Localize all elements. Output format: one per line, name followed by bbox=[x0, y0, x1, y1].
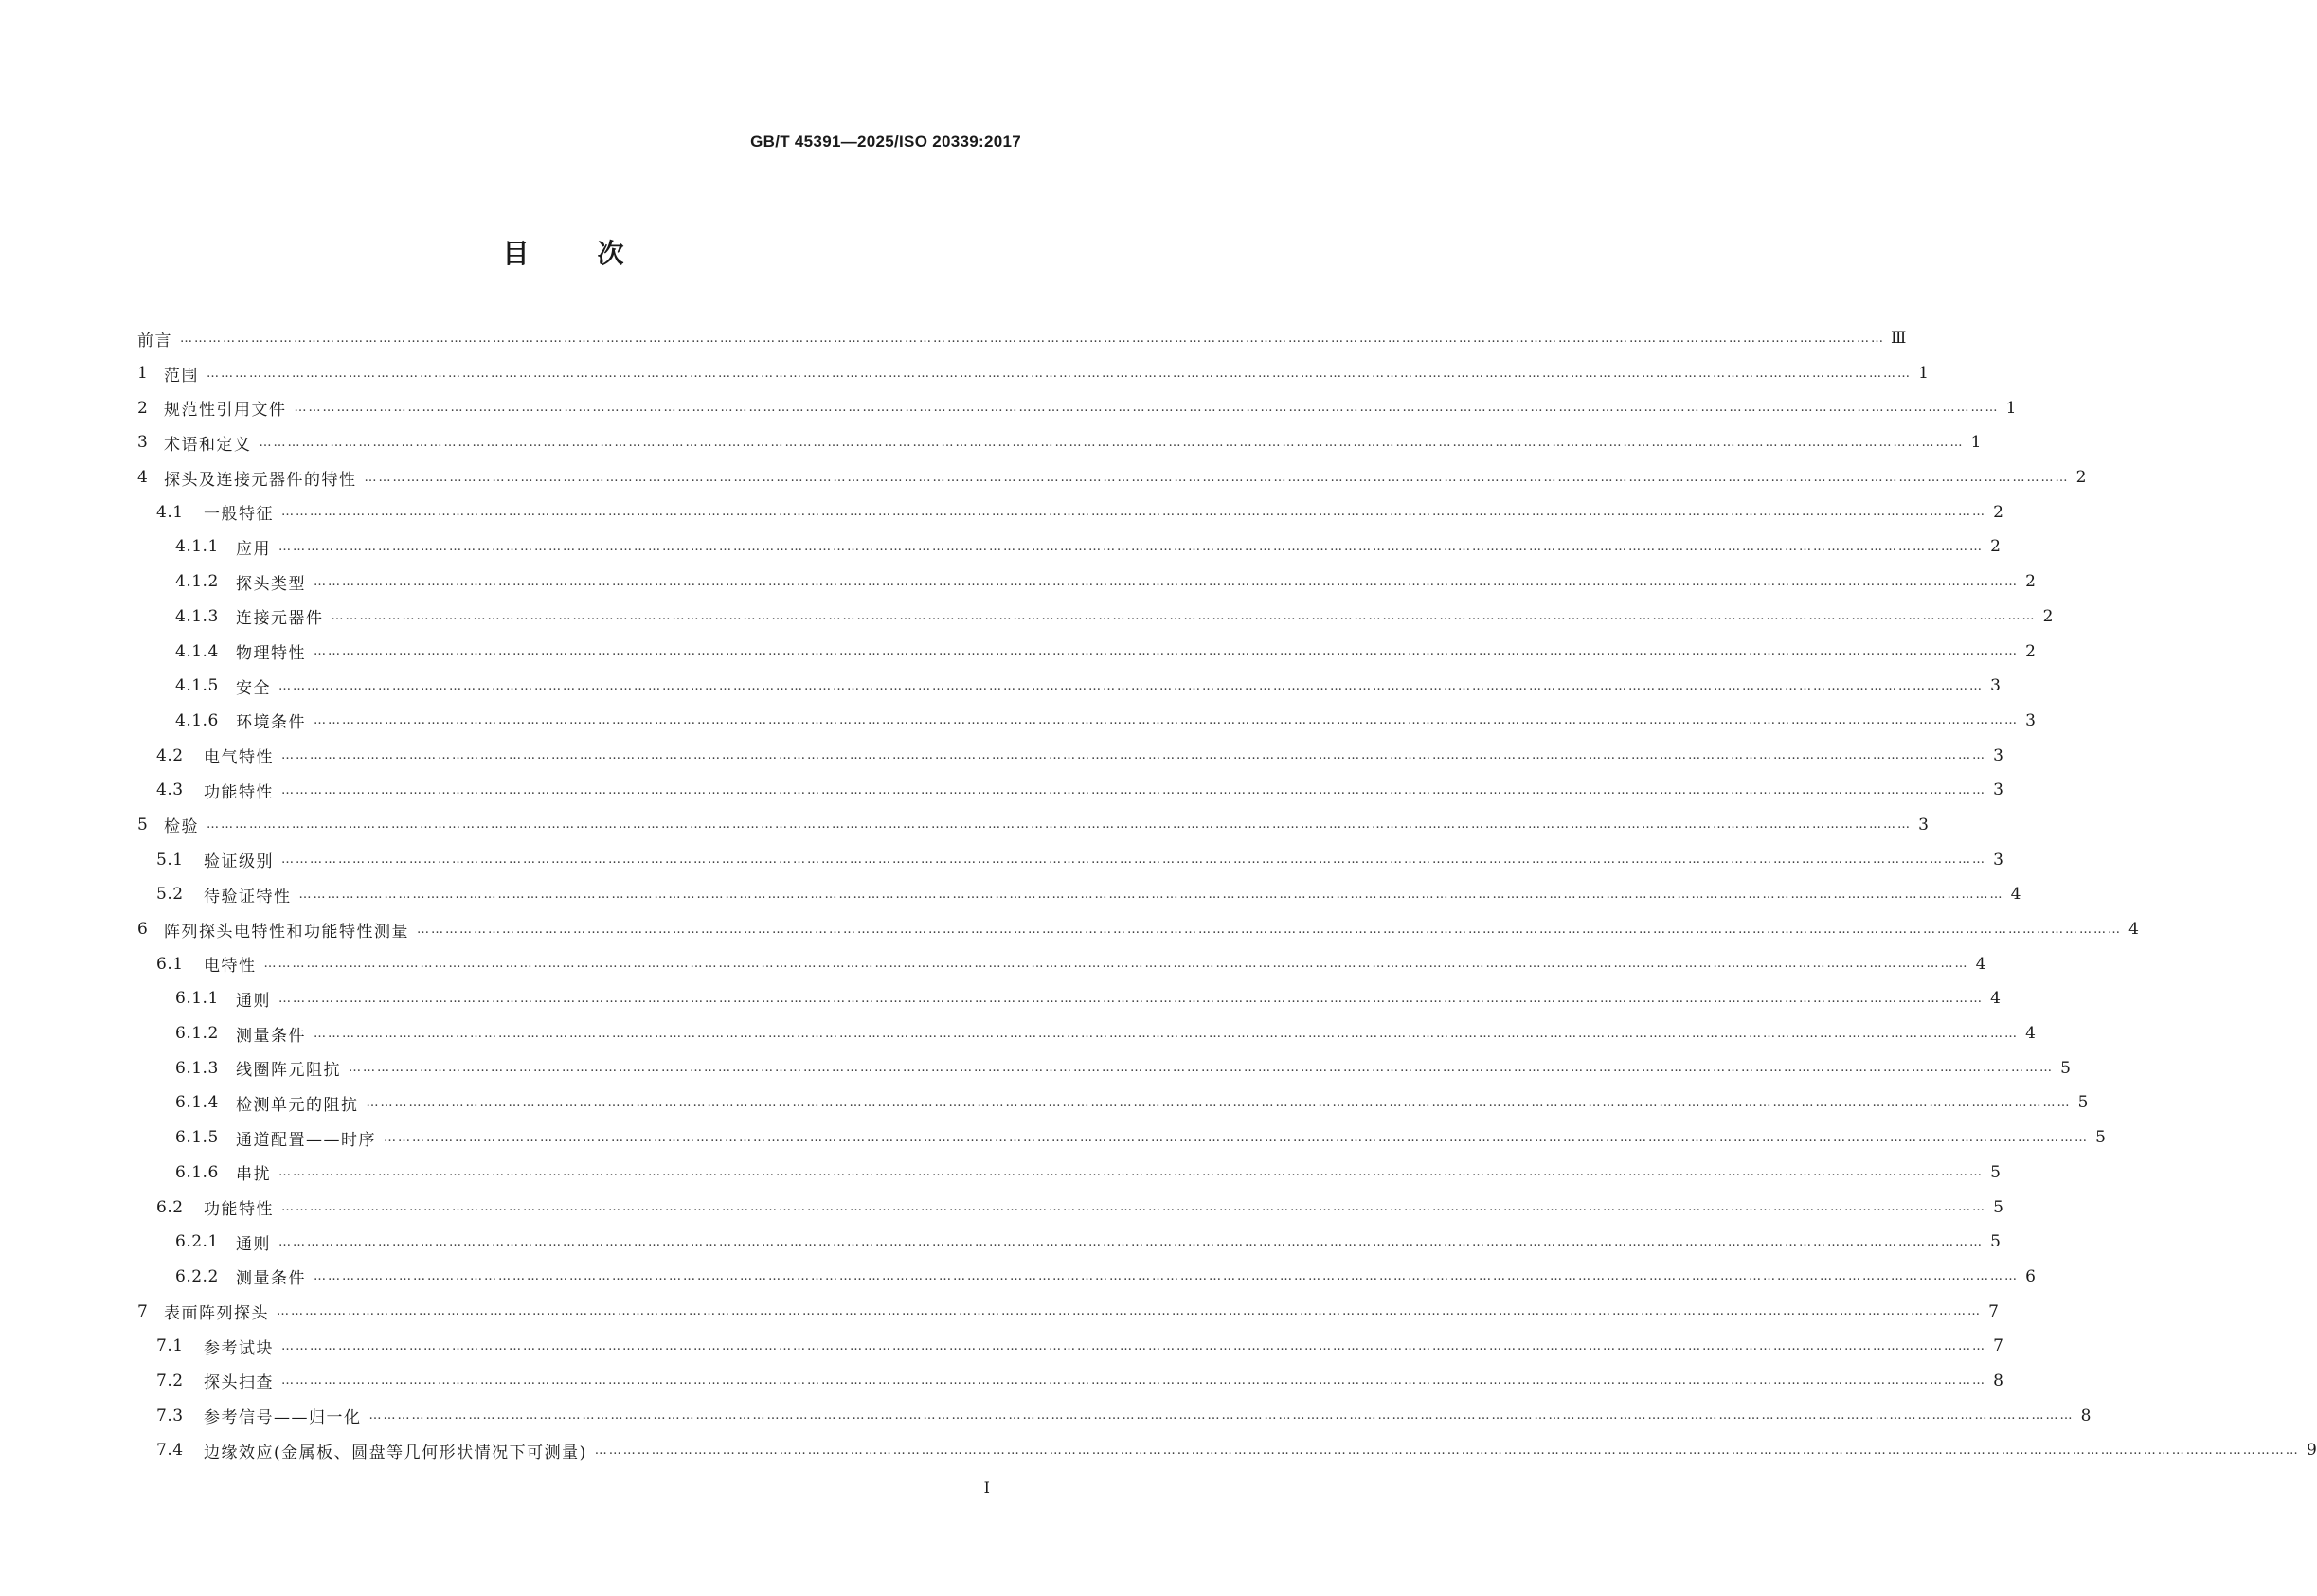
toc-entry-number: 7.3 bbox=[156, 1406, 184, 1426]
toc-entry-page: 4 bbox=[1990, 989, 2001, 1009]
toc-entry-label: 范围 bbox=[164, 366, 199, 386]
toc-entry-number: 6.1.4 bbox=[175, 1093, 219, 1113]
toc-entry-page: 6 bbox=[2025, 1266, 2036, 1286]
toc-entry-number: 4.2 bbox=[156, 745, 184, 765]
toc-entry[interactable] bbox=[137, 1050, 2071, 1085]
toc-leader-dots: ……………………………………………………………………………………………………………………………………………………………………………………………………………………………………………………………………………………………………………………………… bbox=[278, 991, 1984, 1006]
standard-code: GB/T 45391—2025/ISO 20339:2017 bbox=[750, 133, 1021, 151]
toc-entry-label: 待验证特性 bbox=[204, 887, 292, 906]
toc-entry-label: 术语和定义 bbox=[164, 435, 252, 455]
toc-entry-label: 功能特性 bbox=[204, 782, 274, 802]
toc-entry-number: 6.1.1 bbox=[175, 989, 219, 1009]
toc-entry-number: 3 bbox=[137, 433, 149, 453]
toc-entry-page: 1 bbox=[1970, 433, 1982, 453]
toc-entry[interactable] bbox=[137, 634, 2036, 669]
toc-entry-page: Ⅲ bbox=[1891, 329, 1907, 349]
toc-entry[interactable] bbox=[137, 738, 2003, 773]
toc-entry-number: 4.1 bbox=[156, 502, 184, 522]
toc-entry-page: 9 bbox=[2306, 1441, 2317, 1461]
toc-entry[interactable] bbox=[137, 669, 2001, 704]
toc-entry-page: 4 bbox=[1975, 954, 1986, 974]
toc-entry-number: 6.2.1 bbox=[175, 1232, 219, 1252]
toc-entry-page: 1 bbox=[2005, 398, 2017, 418]
toc-entry[interactable] bbox=[137, 704, 2036, 739]
toc-entry-page: 5 bbox=[2060, 1058, 2071, 1078]
toc-entry-label: 探头及连接元器件的特性 bbox=[164, 470, 357, 490]
toc-leader-dots: ……………………………………………………………………………………………………………………………………………………………………………………………………………………………………………………………………………………………………………………………… bbox=[331, 609, 2037, 624]
toc-entry[interactable] bbox=[137, 494, 2003, 529]
page-folio: Ⅰ bbox=[983, 1479, 990, 1497]
toc-leader-dots: ……………………………………………………………………………………………………………………………………………………………………………………………………………………………………………………………………………………………………………………………… bbox=[278, 678, 1984, 693]
toc-entry[interactable] bbox=[137, 356, 1929, 391]
toc-entry-number: 4.1.2 bbox=[175, 572, 219, 592]
toc-entry-number: 4.3 bbox=[156, 780, 184, 800]
toc-entry-label: 串扰 bbox=[236, 1165, 271, 1185]
toc-entry-page: 4 bbox=[2025, 1024, 2036, 1044]
toc-entry-label: 功能特性 bbox=[204, 1200, 274, 1220]
toc-entry-number: 6 bbox=[137, 920, 149, 940]
toc-entry-page: 3 bbox=[2025, 710, 2036, 730]
toc-entry-number: 7 bbox=[137, 1301, 149, 1321]
page-title-char-1: 目 bbox=[502, 238, 531, 269]
toc-entry[interactable] bbox=[137, 1398, 2092, 1433]
toc-entry[interactable] bbox=[137, 529, 2001, 565]
toc-entry[interactable] bbox=[137, 808, 1929, 843]
toc-leader-dots: ……………………………………………………………………………………………………………………………………………………………………………………………………………………………………………………………………………………………………………………………… bbox=[594, 1443, 2300, 1458]
toc-entry-number: 4.1.4 bbox=[175, 641, 219, 661]
toc-entry-page: 1 bbox=[1918, 364, 1929, 384]
toc-entry-number: 4.1.1 bbox=[175, 537, 219, 557]
toc-entry-page: 3 bbox=[1993, 745, 2003, 765]
toc-entry-label: 测量条件 bbox=[236, 1269, 306, 1289]
toc-leader-dots: ……………………………………………………………………………………………………………………………………………………………………………………………………………………………………………………………………………………………………………………………… bbox=[364, 470, 2070, 485]
toc-entry-number: 5.2 bbox=[156, 885, 184, 905]
toc-entry-page: 5 bbox=[2077, 1093, 2089, 1113]
toc-entry[interactable] bbox=[137, 1121, 2106, 1156]
toc-leader-dots: ……………………………………………………………………………………………………………………………………………………………………………………………………………………………………………………………………………………………………………………………… bbox=[281, 1373, 1986, 1389]
toc-entry-label: 阵列探头电特性和功能特性测量 bbox=[164, 922, 409, 941]
toc-leader-dots: ……………………………………………………………………………………………………………………………………………………………………………………………………………………………………………………………………………………………………………………………… bbox=[314, 574, 2019, 589]
toc-entry-page: 4 bbox=[2010, 885, 2021, 905]
toc-entry-number: 1 bbox=[137, 364, 149, 384]
toc-entry-label: 电特性 bbox=[204, 957, 257, 977]
toc-entry[interactable] bbox=[137, 912, 2139, 947]
toc-entry-number: 4.1.3 bbox=[175, 606, 219, 626]
toc-leader-dots: ……………………………………………………………………………………………………………………………………………………………………………………………………………………………………………………………………………………………………………………………… bbox=[366, 1095, 2072, 1110]
toc-entry[interactable] bbox=[137, 460, 2087, 495]
toc-entry-label: 安全 bbox=[236, 678, 271, 698]
toc-entry[interactable] bbox=[137, 946, 1986, 981]
toc-entry-page: 8 bbox=[2080, 1406, 2092, 1426]
toc-entry[interactable] bbox=[137, 1294, 1999, 1329]
toc-leader-dots: ……………………………………………………………………………………………………………………………………………………………………………………………………………………………………………………………………………………………………………………………… bbox=[207, 366, 1912, 381]
toc-entry-page: 4 bbox=[2128, 920, 2139, 940]
toc-entry-label: 应用 bbox=[236, 539, 271, 559]
toc-leader-dots: ……………………………………………………………………………………………………………………………………………………………………………………………………………………………………………………………………………………………………………………………… bbox=[281, 505, 1986, 520]
toc-entry[interactable] bbox=[137, 425, 1982, 460]
toc-entry[interactable] bbox=[137, 565, 2036, 600]
toc-entry-label: 前言 bbox=[137, 331, 172, 350]
toc-entry[interactable] bbox=[137, 1260, 2036, 1295]
toc-entry[interactable] bbox=[137, 773, 2003, 808]
toc-leader-dots: ……………………………………………………………………………………………………………………………………………………………………………………………………………………………………………………………………………………………………………………………… bbox=[298, 887, 2004, 902]
toc-entry[interactable] bbox=[137, 1329, 2003, 1364]
toc-entry-label: 一般特征 bbox=[204, 505, 274, 525]
toc-leader-dots: ……………………………………………………………………………………………………………………………………………………………………………………………………………………………………………………………………………………………………………………………… bbox=[314, 1026, 2019, 1041]
toc-entry-label: 规范性引用文件 bbox=[164, 401, 287, 421]
toc-entry-page: 8 bbox=[1993, 1371, 2003, 1390]
toc-entry-label: 环境条件 bbox=[236, 713, 306, 733]
toc-entry-page: 2 bbox=[2042, 606, 2054, 626]
toc-entry-number: 2 bbox=[137, 398, 149, 418]
toc-leader-dots: ……………………………………………………………………………………………………………………………………………………………………………………………………………………………………………………………………………………………………………………………… bbox=[281, 1200, 1986, 1215]
toc-entry-number: 7.2 bbox=[156, 1371, 184, 1390]
toc-leader-dots: ……………………………………………………………………………………………………………………………………………………………………………………………………………………………………………………………………………………………………………………………… bbox=[278, 1165, 1984, 1180]
toc-entry-page: 5 bbox=[1990, 1162, 2001, 1182]
table-of-contents bbox=[137, 321, 2317, 1468]
toc-leader-dots: ……………………………………………………………………………………………………………………………………………………………………………………………………………………………………………………………………………………………………………………………… bbox=[368, 1408, 2075, 1424]
toc-entry-number: 6.2.2 bbox=[175, 1266, 219, 1286]
toc-entry-number: 5 bbox=[137, 815, 149, 834]
toc-entry-page: 3 bbox=[1993, 780, 2003, 800]
toc-entry[interactable] bbox=[137, 1085, 2089, 1121]
toc-entry[interactable] bbox=[137, 981, 2001, 1016]
toc-leader-dots: ……………………………………………………………………………………………………………………………………………………………………………………………………………………………………………………………………………………………………………………………… bbox=[180, 331, 1885, 346]
toc-leader-dots: ……………………………………………………………………………………………………………………………………………………………………………………………………………………………………………………………………………………………………………………………… bbox=[263, 957, 1969, 972]
toc-entry-page: 7 bbox=[1988, 1301, 1999, 1321]
toc-entry-label: 表面阵列探头 bbox=[164, 1304, 269, 1324]
toc-leader-dots: ……………………………………………………………………………………………………………………………………………………………………………………………………………………………………………………………………………………………………………………………… bbox=[278, 539, 1984, 554]
toc-leader-dots: ……………………………………………………………………………………………………………………………………………………………………………………………………………………………………………………………………………………………………………………………… bbox=[314, 644, 2019, 659]
toc-entry[interactable] bbox=[137, 1190, 2003, 1225]
page-title bbox=[0, 233, 1128, 271]
toc-leader-dots: ……………………………………………………………………………………………………………………………………………………………………………………………………………………………………………………………………………………………………………………………… bbox=[349, 1061, 2054, 1076]
toc-entry-label: 验证级别 bbox=[204, 852, 274, 872]
toc-entry[interactable] bbox=[137, 877, 2021, 912]
toc-leader-dots: ……………………………………………………………………………………………………………………………………………………………………………………………………………………………………………………………………………………………………………………………… bbox=[277, 1304, 1982, 1319]
toc-entry-label: 边缘效应(金属板、圆盘等几何形状情况下可测量) bbox=[204, 1443, 587, 1462]
toc-entry[interactable] bbox=[137, 1433, 2317, 1468]
toc-entry[interactable] bbox=[137, 842, 2003, 877]
toc-entry-number: 7.1 bbox=[156, 1336, 184, 1356]
toc-entry-label: 参考试块 bbox=[204, 1338, 274, 1358]
toc-entry-number: 6.1 bbox=[156, 954, 184, 974]
toc-entry-label: 线圈阵元阻抗 bbox=[236, 1061, 341, 1081]
toc-entry[interactable] bbox=[137, 1156, 2001, 1191]
toc-entry[interactable] bbox=[137, 1225, 2001, 1260]
toc-entry-page: 5 bbox=[2095, 1128, 2106, 1148]
toc-leader-dots: ……………………………………………………………………………………………………………………………………………………………………………………………………………………………………………………………………………………………………………………………… bbox=[278, 1234, 1984, 1249]
toc-entry-label: 物理特性 bbox=[236, 644, 306, 664]
toc-entry-label: 检测单元的阻抗 bbox=[236, 1095, 359, 1115]
toc-entry-number: 6.2 bbox=[156, 1197, 184, 1217]
toc-entry-number: 6.1.6 bbox=[175, 1162, 219, 1182]
toc-entry-page: 5 bbox=[1993, 1197, 2003, 1217]
toc-entry-label: 探头扫查 bbox=[204, 1373, 274, 1393]
toc-entry-number: 6.1.3 bbox=[175, 1058, 219, 1078]
toc-leader-dots: ……………………………………………………………………………………………………………………………………………………………………………………………………………………………………………………………………………………………………………………………… bbox=[259, 435, 1965, 450]
toc-entry-page: 2 bbox=[2025, 641, 2036, 661]
toc-entry-label: 通则 bbox=[236, 991, 271, 1011]
toc-entry[interactable] bbox=[137, 1016, 2036, 1051]
toc-leader-dots: ……………………………………………………………………………………………………………………………………………………………………………………………………………………………………………………………………………………………………………………………… bbox=[281, 748, 1986, 763]
toc-leader-dots: ……………………………………………………………………………………………………………………………………………………………………………………………………………………………………………………………………………………………………………………………… bbox=[281, 782, 1986, 798]
toc-entry-page: 7 bbox=[1993, 1336, 2003, 1356]
toc-entry-page: 3 bbox=[1993, 850, 2003, 870]
toc-entry-number: 5.1 bbox=[156, 850, 184, 870]
toc-entry-page: 2 bbox=[1993, 502, 2003, 522]
toc-leader-dots: ……………………………………………………………………………………………………………………………………………………………………………………………………………………………………………………………………………………………………………………………… bbox=[281, 852, 1986, 868]
page-title-char-2: 次 bbox=[597, 238, 626, 269]
toc-entry-page: 5 bbox=[1990, 1232, 2001, 1252]
toc-entry-label: 参考信号——归一化 bbox=[204, 1408, 362, 1428]
toc-leader-dots: ……………………………………………………………………………………………………………………………………………………………………………………………………………………………………………………………………………………………………………………………… bbox=[294, 401, 2000, 416]
toc-entry-label: 探头类型 bbox=[236, 574, 306, 594]
toc-entry-number: 4 bbox=[137, 468, 149, 488]
toc-entry-number: 6.1.5 bbox=[175, 1128, 219, 1148]
toc-entry-number: 7.4 bbox=[156, 1441, 184, 1461]
toc-entry-page: 3 bbox=[1990, 676, 2001, 696]
toc-entry-number: 4.1.5 bbox=[175, 676, 219, 696]
toc-entry-label: 通道配置——时序 bbox=[236, 1130, 376, 1150]
toc-entry-page: 3 bbox=[1918, 815, 1929, 834]
toc-entry[interactable] bbox=[137, 1364, 2003, 1399]
toc-entry-label: 测量条件 bbox=[236, 1026, 306, 1046]
toc-leader-dots: ……………………………………………………………………………………………………………………………………………………………………………………………………………………………………………………………………………………………………………………………… bbox=[384, 1130, 2089, 1145]
toc-entry-number: 6.1.2 bbox=[175, 1024, 219, 1044]
toc-leader-dots: ……………………………………………………………………………………………………………………………………………………………………………………………………………………………………………………………………………………………………………………………… bbox=[314, 1269, 2019, 1284]
toc-entry-label: 通则 bbox=[236, 1234, 271, 1254]
toc-entry[interactable] bbox=[137, 321, 1907, 356]
toc-entry[interactable] bbox=[137, 600, 2054, 635]
toc-entry-label: 连接元器件 bbox=[236, 609, 324, 629]
toc-leader-dots: ……………………………………………………………………………………………………………………………………………………………………………………………………………………………………………………………………………………………………………………………… bbox=[281, 1338, 1986, 1354]
toc-entry-label: 电气特性 bbox=[204, 748, 274, 768]
toc-entry-number: 4.1.6 bbox=[175, 710, 219, 730]
toc-leader-dots: ……………………………………………………………………………………………………………………………………………………………………………………………………………………………………………………………………………………………………………………………… bbox=[417, 922, 2122, 937]
toc-leader-dots: ……………………………………………………………………………………………………………………………………………………………………………………………………………………………………………………………………………………………………………………………… bbox=[314, 713, 2019, 728]
toc-entry-page: 2 bbox=[2075, 468, 2087, 488]
toc-leader-dots: ……………………………………………………………………………………………………………………………………………………………………………………………………………………………………………………………………………………………………………………………… bbox=[207, 817, 1912, 833]
toc-entry-page: 2 bbox=[1990, 537, 2001, 557]
toc-entry-label: 检验 bbox=[164, 817, 199, 837]
toc-entry-page: 2 bbox=[2025, 572, 2036, 592]
toc-entry[interactable] bbox=[137, 390, 2017, 425]
